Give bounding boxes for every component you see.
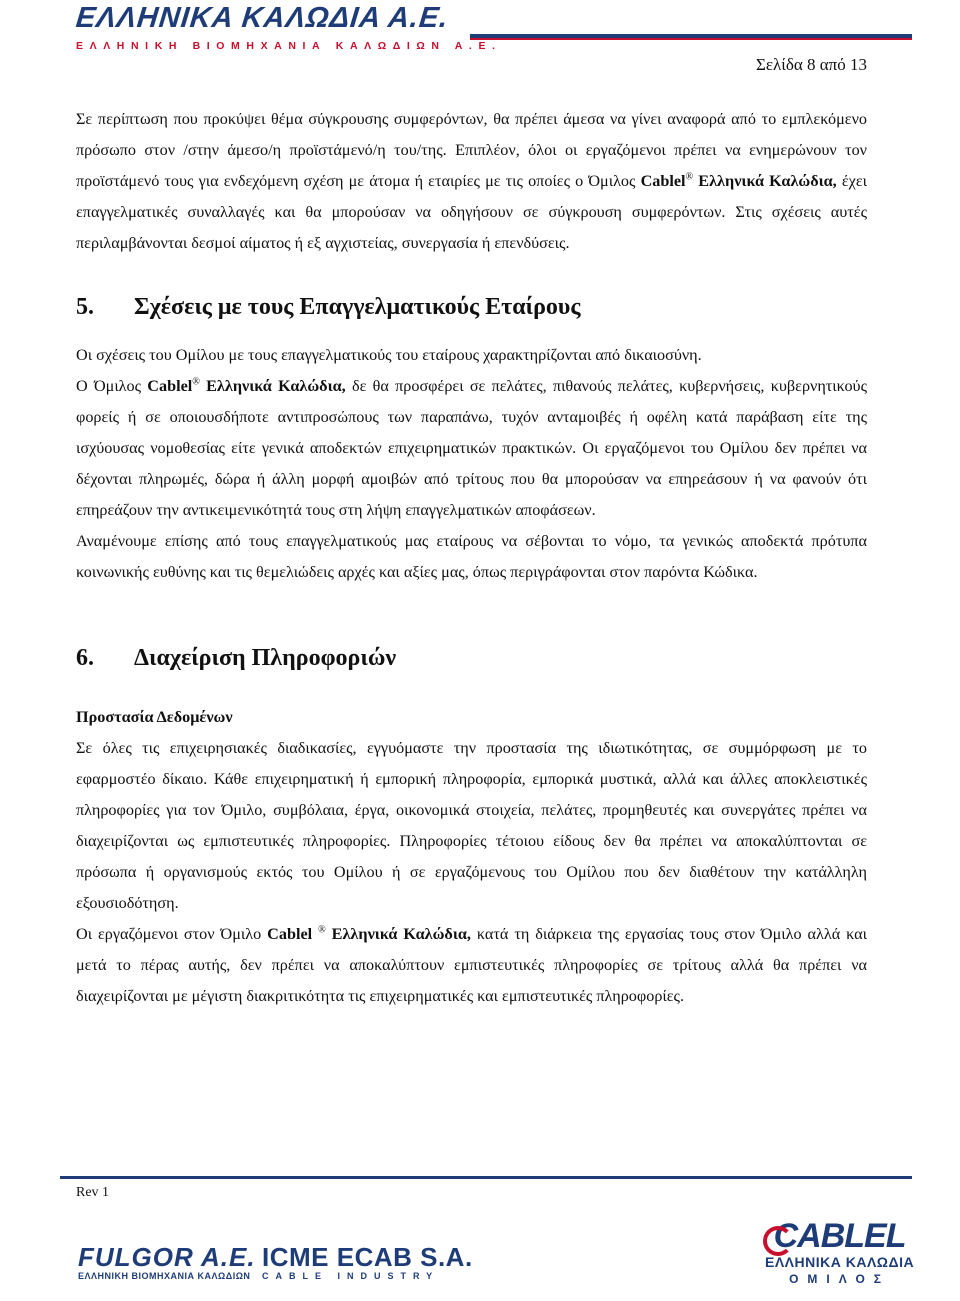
company-subtitle: ΕΛΛΗΝΙΚΗ ΒΙΟΜΗΧΑΝΙΑ ΚΑΛΩΔΙΩΝ Α.Ε.: [76, 40, 502, 52]
icme-subtitle: CABLE INDUSTRY: [262, 1271, 440, 1281]
section-6-heading: [76, 643, 867, 674]
section-title: Σχέσεις με τους Επαγγελματικούς Εταίρους: [134, 294, 581, 320]
text: κατά τη διάρκεια της εργασίας τους στον Όμιλο αλλά και μετά το πέρας αυτής, δεν πρέπει να αποκαλύπτουν εμπιστευτικές πληροφορίες σε τρίτους αλλά θα πρέπει να διαχειρίζονται με μέγιστη διακριτικότητα τις επιχειρηματικές και εμπιστευτικές πληροφορίες.: [76, 925, 868, 1005]
section-number: 5.: [76, 294, 94, 320]
registered-mark: ®: [318, 924, 326, 936]
paragraph-data-protection: Σε όλες τις επιχειρησιακές διαδικασίες, εγγυόμαστε την προστασία της ιδιωτικότητας, σε συμμόρφωση με το εφαρμοστέο δίκαιο. Κάθε επιχειρηματική ή εμπορική πληροφορία, εμπορικά μυστικά, αλλά και άλλες αποκλειστικές πληροφορίες για τον Όμιλο, συμβόλαια, έργα, οικονομικά στοιχεία, πελάτες, προμηθευτές και συνεργάτες πρέπει να διαχειρίζονται ως εμπιστευτικές πληροφορίες. Πληροφορίες τέτοιου είδους δεν θα πρέπει να αποκαλύπτονται σε πρόσωπα ή οργανισμούς εκτός του Ομίλου ή σε εργαζόμενους του Ομίλου που δεν διαθέτουν την κατάλληλη εξουσιοδότηση.: [76, 739, 867, 912]
paragraph-conflict-of-interest: [76, 104, 867, 259]
text: Ο Όμιλος: [76, 377, 148, 395]
text: Σε περίπτωση που προκύψει θέμα σύγκρουσης συμφερόντων, θα πρέπει άμεσα να γίνει αναφορά από το εμπλεκόμενο πρόσωπο στον /στην άμεσο/η προϊστάμενό/η του/της. Επιπλέον, όλοι οι εργαζόμενοι πρέπει να ενημερώνουν τον προϊστάμενό τους για ενδεχόμενη σχέση με άτομα ή εταιρίες με τις οποίες ο Όμιλος: [76, 110, 867, 190]
document-body: [76, 104, 867, 1012]
fulgor-name: FULGOR A.E.: [78, 1242, 256, 1272]
paragraph-partner-expectations: Αναμένουμε επίσης από τους επαγγελματικούς μας εταίρους να σέβονται το νόμο, τα γενικώς αποδεκτά πρότυπα κοινωνικής ευθύνης και τις θεμελιώδεις αρχές και αξίες μας, όπως περιγράφονται στον παρόντα Κώδικα.: [76, 532, 867, 581]
cablel-name: CABLEL: [773, 1217, 906, 1255]
fulgor-subtitle: ΕΛΛΗΝΙΚΗ ΒΙΟΜΗΧΑΝΙΑ ΚΑΛΩΔΙΩΝ: [78, 1271, 251, 1281]
text: δε θα προσφέρει σε πελάτες, πιθανούς πελάτες, κυβερνήσεις, κυβερνητικούς φορείς ή σε οποιουσδήποτε αντιπροσώπους των παραπάνω, τυχόν ανταμοιβές ή οφέλη κατά παράβαση είτε της ισχύουσας νομοθεσίας είτε γενικά αποδεκτών επιχειρηματικών πρακτικών. Οι εργαζόμενοι του Ομίλου δεν πρέπει να δέχονται πληρωμές, δώρα ή άλλη μορφή αμοιβών από τρίτους που θα μπορούσαν να επηρεάσουν ή να φανούν ότι επηρεάζουν την αντικειμενικότητά τους στη λήψη επαγγελματικών αποφάσεων.: [76, 377, 867, 519]
company-name: ΕΛΛΗΝΙΚΑ ΚΑΛΩΔΙΑ Α.Ε.: [74, 2, 451, 34]
icme-ecab-logo: [262, 1243, 473, 1281]
subsection-heading: Προστασία Δεδομένων: [76, 708, 233, 726]
brand-cablel: Cablel: [147, 377, 193, 395]
text: Οι εργαζόμενοι στον Όμιλο: [76, 925, 268, 943]
paragraph-partners-fairness: Οι σχέσεις του Ομίλου με τους επαγγελματικούς του εταίρους χαρακτηρίζονται από δικαιοσύνη.: [76, 346, 702, 364]
brand-hellenic-cables: Ελληνικά Καλώδια,: [331, 925, 471, 943]
page-number: Σελίδα 8 από 13: [755, 55, 867, 74]
brand-cablel: Cablel: [640, 172, 686, 190]
cablel-swirl-icon: [763, 1226, 793, 1256]
paragraph-no-rewards: [76, 371, 867, 526]
brand-hellenic-cables: Ελληνικά Καλώδια,: [206, 377, 346, 395]
section-5-heading: [76, 292, 867, 323]
section-title: Διαχείριση Πληροφοριών: [134, 645, 397, 671]
fulgor-logo: [78, 1243, 256, 1281]
revision-label: Rev 1: [76, 1185, 110, 1200]
registered-mark: ®: [192, 376, 200, 388]
cablel-group: ΟΜΙΛΟΣ: [789, 1272, 890, 1286]
cablel-subtitle: ΕΛΛΗΝΙΚΑ ΚΑΛΩΔΙΑ: [765, 1254, 915, 1270]
text: έχει επαγγελματικές συναλλαγές και θα μπορούσαν να οδηγήσουν σε σύγκρουση συμφερόντων. Στις σχέσεις αυτές περιλαμβάνονται δεσμοί αίματος ή εξ αγχιστείας, συνεργασία ή επενδύσεις.: [76, 172, 867, 252]
footer-rule: [60, 1176, 912, 1179]
registered-mark: ®: [685, 171, 694, 183]
header-rule-red: [470, 38, 912, 40]
paragraph-confidentiality: [76, 919, 867, 1012]
brand-cablel: Cablel: [267, 925, 313, 943]
section-number: 6.: [76, 645, 94, 671]
brand-hellenic-cables: Ελληνικά Καλώδια,: [698, 172, 837, 190]
icme-name: ICME ECAB S.A.: [262, 1242, 473, 1272]
cablel-logo: [765, 1218, 914, 1286]
